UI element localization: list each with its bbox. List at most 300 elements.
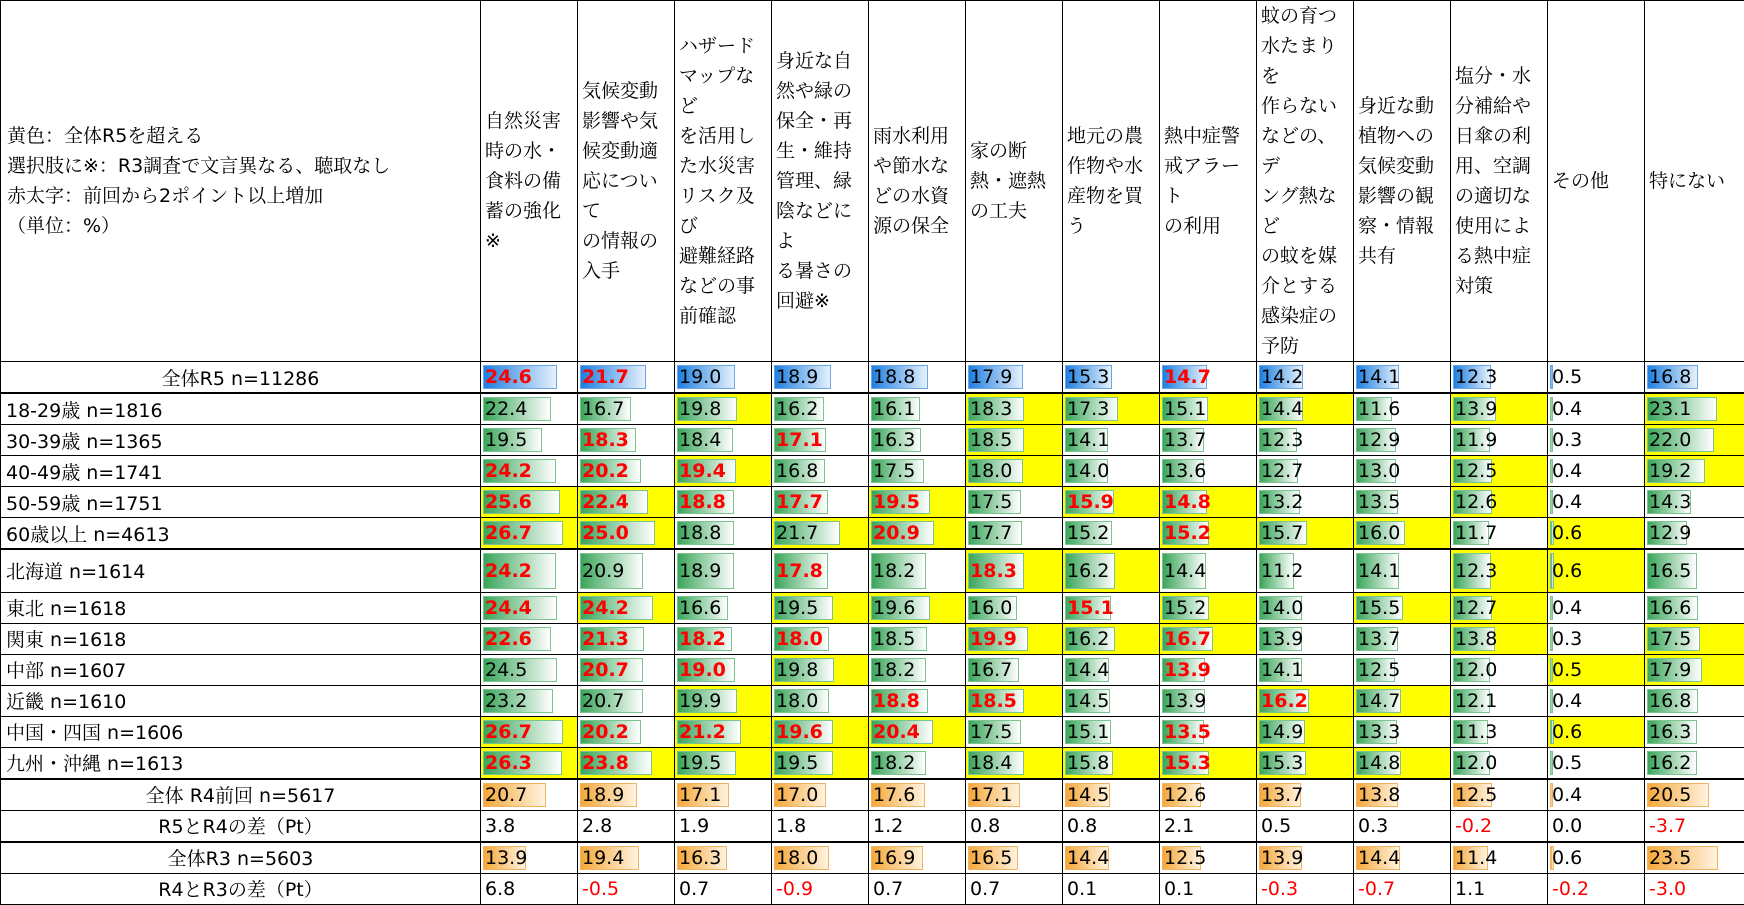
value-text: 18.3 [966,560,1017,582]
column-header-line: 自然災害 [485,106,573,136]
value-text: 18.0 [772,690,818,712]
value-cell [1548,810,1645,842]
value-text: -0.9 [772,878,813,900]
row-label: 18-29歳 n=1816 [1,393,481,425]
column-header-line: る熱中症 [1455,241,1543,271]
value-text: 18.0 [966,460,1012,482]
value-text: 1.2 [869,815,903,837]
value-cell [481,592,578,623]
value-text: 0.3 [1548,429,1582,451]
value-text: 18.0 [772,628,823,650]
column-header [869,1,966,362]
column-header [1548,1,1645,362]
value-text: 16.6 [1645,597,1691,619]
column-header-line: の情報の [582,226,670,256]
value-cell [1257,549,1354,592]
value-cell [772,685,869,716]
value-cell [1354,425,1451,456]
value-cell [1063,716,1160,747]
value-cell [481,747,578,779]
value-text: 24.2 [481,560,532,582]
value-cell [578,549,675,592]
value-cell [966,518,1063,550]
value-text: 13.9 [1451,398,1497,420]
value-cell [772,873,869,904]
row-label: 全体R5 n=11286 [1,362,481,394]
column-header [1451,1,1548,362]
value-text: 0.6 [1548,560,1582,582]
value-cell [772,623,869,654]
value-text: 0.4 [1548,690,1582,712]
value-cell [1548,425,1645,456]
value-cell [1257,810,1354,842]
row-label: 東北 n=1618 [1,592,481,623]
value-cell [481,456,578,487]
value-cell [675,810,772,842]
value-cell [675,487,772,518]
value-text: 20.2 [578,721,629,743]
column-header [966,1,1063,362]
value-cell [1257,654,1354,685]
value-cell [1257,685,1354,716]
value-cell [481,393,578,425]
value-text: 21.7 [772,522,818,544]
column-header-line: 作物や水 [1067,151,1155,181]
value-text: 19.0 [675,659,726,681]
value-cell [675,456,772,487]
value-cell [966,549,1063,592]
value-text: 20.4 [869,721,920,743]
value-cell [1354,623,1451,654]
value-cell [869,518,966,550]
value-text: 13.9 [481,847,527,869]
value-cell [869,779,966,811]
value-text: 16.8 [1645,690,1691,712]
value-text: 19.5 [481,429,527,451]
value-cell [772,810,869,842]
value-cell [1645,779,1744,811]
value-cell [1160,716,1257,747]
value-text: 3.8 [481,815,515,837]
column-header-line: の適切な [1455,181,1543,211]
value-cell [675,654,772,685]
value-text: 14.9 [1257,721,1303,743]
column-header-line: 用、空調 [1455,151,1543,181]
value-text: 17.6 [869,784,915,806]
column-header-line: 生・維持 [776,136,864,166]
value-cell [578,456,675,487]
value-text: 17.1 [772,429,823,451]
column-header-line: 介とする [1261,271,1349,301]
value-text: 15.2 [1063,522,1109,544]
value-text: 0.6 [1548,721,1582,743]
value-text: 12.0 [1451,659,1497,681]
header-row [1,1,1744,362]
value-text: 0.4 [1548,597,1582,619]
value-text: 23.8 [578,752,629,774]
value-text: 18.8 [675,491,726,513]
table-row [1,685,1744,716]
value-cell [966,623,1063,654]
value-cell [1645,592,1744,623]
value-text: 20.2 [578,460,629,482]
value-text: 15.1 [1063,597,1114,619]
value-text: 25.6 [481,491,532,513]
column-header [481,1,578,362]
value-cell [1548,592,1645,623]
table-row [1,362,1744,394]
column-header-line: 食料の備 [485,166,573,196]
value-text: 0.5 [1548,752,1582,774]
value-cell [675,779,772,811]
column-header [578,1,675,362]
value-text: 20.9 [869,522,920,544]
value-text: 18.3 [966,398,1012,420]
column-header-line: 使用によ [1455,211,1543,241]
value-cell [1257,425,1354,456]
value-cell [966,810,1063,842]
value-cell [1354,487,1451,518]
column-header [1645,1,1744,362]
value-text: 12.6 [1160,784,1206,806]
row-label: 関東 n=1618 [1,623,481,654]
value-cell [481,810,578,842]
value-text: 15.5 [1354,597,1400,619]
value-cell [1063,623,1160,654]
table-row [1,549,1744,592]
value-cell [578,842,675,874]
value-text: 2.8 [578,815,612,837]
value-text: 21.3 [578,628,629,650]
value-cell [869,393,966,425]
value-text: 17.7 [772,491,823,513]
value-text: 18.4 [966,752,1012,774]
value-cell [578,747,675,779]
value-cell [1645,685,1744,716]
column-header-line: 時の水・ [485,136,573,166]
value-cell [675,362,772,394]
value-text: 14.8 [1160,491,1211,513]
value-text: 26.7 [481,721,532,743]
value-text: 14.4 [1354,847,1400,869]
value-text: 16.8 [772,460,818,482]
value-text: 0.8 [1063,815,1097,837]
value-cell [1257,623,1354,654]
column-header-line: 蚊の育つ [1261,1,1349,31]
value-cell [1354,716,1451,747]
value-cell [1548,654,1645,685]
value-text: 16.0 [1354,522,1400,544]
value-cell [869,685,966,716]
value-text: 15.2 [1160,522,1211,544]
value-cell [1160,779,1257,811]
column-header-line: ング熱など [1261,181,1349,241]
value-cell [578,873,675,904]
value-text: 19.6 [869,597,915,619]
row-label: 全体 R4前回 n=5617 [1,779,481,811]
value-cell [1354,779,1451,811]
column-header-line: 前確認 [679,301,767,331]
table-row [1,873,1744,904]
value-cell [1645,810,1744,842]
column-header-line: 塩分・水 [1455,61,1543,91]
value-text: 15.3 [1063,366,1109,388]
value-text: 0.6 [1548,847,1582,869]
value-cell [675,393,772,425]
value-cell [1160,487,1257,518]
column-header-line: 気候変動 [1358,151,1446,181]
column-header-line: 然や緑の [776,76,864,106]
column-header-line: 戒アラート [1164,151,1252,211]
value-text: 0.4 [1548,398,1582,420]
value-text: 25.0 [578,522,629,544]
column-header-line: 水たまりを [1261,31,1349,91]
value-text: 0.7 [869,878,903,900]
value-cell [869,873,966,904]
value-text: 23.2 [481,690,527,712]
value-text: -3.7 [1645,815,1686,837]
column-header-line: 日傘の利 [1455,121,1543,151]
value-text: 17.9 [1645,659,1691,681]
value-cell [1548,747,1645,779]
table-row [1,487,1744,518]
value-text: 21.2 [675,721,726,743]
value-cell [675,873,772,904]
value-cell [966,685,1063,716]
value-cell [869,716,966,747]
value-text: 22.4 [481,398,527,420]
value-text: 19.5 [772,597,818,619]
column-header-line: 熱・遮熱 [970,166,1058,196]
value-cell [966,592,1063,623]
value-cell [1451,810,1548,842]
value-cell [869,425,966,456]
value-text: 23.5 [1645,847,1691,869]
value-text: 11.3 [1451,721,1497,743]
column-header-line: 予防 [1261,331,1349,361]
value-text: 1.8 [772,815,806,837]
value-text: 1.1 [1451,878,1485,900]
value-cell [1354,362,1451,394]
value-text: 16.2 [772,398,818,420]
value-text: 18.2 [869,752,915,774]
value-cell [772,518,869,550]
value-text: 12.6 [1451,491,1497,513]
value-cell [1160,842,1257,874]
table-row [1,518,1744,550]
value-text: 16.2 [1645,752,1691,774]
value-cell [1063,779,1160,811]
value-text: 6.8 [481,878,515,900]
value-cell [1451,487,1548,518]
value-cell [1354,518,1451,550]
column-header-line: 気候変動 [582,76,670,106]
row-label: 60歳以上 n=4613 [1,518,481,550]
value-cell [1063,747,1160,779]
value-text: 15.2 [1160,597,1206,619]
value-text: 0.8 [966,815,1000,837]
value-cell [675,592,772,623]
column-header-line: を活用し [679,121,767,151]
value-cell [1645,654,1744,685]
column-header-line: 身近な動 [1358,91,1446,121]
column-header-line: 家の断 [970,136,1058,166]
value-cell [1063,487,1160,518]
value-text: 15.7 [1257,522,1303,544]
value-cell [481,425,578,456]
column-header-line: 地元の農 [1067,121,1155,151]
column-header-line: 蓄の強化 [485,196,573,226]
value-text: 13.9 [1160,659,1211,681]
value-text: 12.3 [1451,560,1497,582]
column-header-line: 感染症の [1261,301,1349,331]
value-cell [772,592,869,623]
value-cell [481,873,578,904]
value-cell [1451,779,1548,811]
value-text: 18.9 [772,366,818,388]
value-text: 21.7 [578,366,629,388]
value-cell [966,747,1063,779]
value-cell [1257,518,1354,550]
row-label: 50-59歳 n=1751 [1,487,481,518]
column-header-line: 候変動適 [582,136,670,166]
value-text: 17.3 [1063,398,1109,420]
value-text: -0.3 [1257,878,1298,900]
value-text: 14.0 [1257,597,1303,619]
value-text: 24.2 [578,597,629,619]
value-text: 13.3 [1354,721,1400,743]
table-body [1,362,1744,905]
value-cell [772,842,869,874]
value-text: 19.2 [1645,460,1691,482]
value-text: 24.4 [481,597,532,619]
value-text: 15.3 [1160,752,1211,774]
value-text: 11.7 [1451,522,1497,544]
value-text: 13.7 [1354,628,1400,650]
column-header-line: の利用 [1164,211,1252,241]
value-cell [1548,779,1645,811]
table-row [1,456,1744,487]
value-text: 18.4 [675,429,721,451]
value-cell [1451,716,1548,747]
column-header [1257,1,1354,362]
value-text: 13.5 [1160,721,1211,743]
value-text: 17.8 [772,560,823,582]
column-header [772,1,869,362]
column-header-line: 保全・再 [776,106,864,136]
value-cell [869,592,966,623]
value-text: 18.5 [966,690,1017,712]
value-text: 20.7 [481,784,527,806]
value-cell [1451,623,1548,654]
value-text: 18.2 [869,560,915,582]
table-row [1,842,1744,874]
column-header-line: 分補給や [1455,91,1543,121]
table-row [1,779,1744,811]
value-text: 12.3 [1451,366,1497,388]
value-cell [481,362,578,394]
value-cell [675,747,772,779]
value-cell [1160,456,1257,487]
value-text: 18.2 [675,628,726,650]
value-text: 13.9 [1160,690,1206,712]
value-text: 19.9 [675,690,721,712]
value-text: 16.3 [1645,721,1691,743]
value-cell [1645,393,1744,425]
value-text: 19.6 [772,721,823,743]
column-header-line: 影響や気 [582,106,670,136]
value-text: 12.3 [1257,429,1303,451]
value-text: 14.5 [1063,784,1109,806]
value-text: 0.5 [1548,659,1582,681]
value-text: 14.4 [1063,847,1109,869]
value-text: 18.5 [966,429,1012,451]
value-text: 12.5 [1160,847,1206,869]
value-cell [481,623,578,654]
value-text: 19.5 [869,491,920,513]
column-header [1354,1,1451,362]
value-cell [578,623,675,654]
value-cell [1354,747,1451,779]
value-text: 12.5 [1451,460,1497,482]
value-cell [481,716,578,747]
value-cell [675,623,772,654]
column-header-line: などの事 [679,271,767,301]
value-cell [481,487,578,518]
value-cell [1451,747,1548,779]
value-text: 13.8 [1354,784,1400,806]
value-text: 14.7 [1354,690,1400,712]
value-text: 13.2 [1257,491,1303,513]
value-text: 11.6 [1354,398,1400,420]
value-cell [1354,393,1451,425]
value-text: 14.5 [1063,690,1109,712]
value-text: 13.9 [1257,847,1303,869]
column-header-line: や節水な [873,151,961,181]
value-cell [1354,456,1451,487]
value-cell [481,518,578,550]
value-text: 13.9 [1257,628,1303,650]
row-label: 中部 n=1607 [1,654,481,685]
value-cell [1645,549,1744,592]
value-cell [481,779,578,811]
value-cell [1063,456,1160,487]
value-text: 11.4 [1451,847,1497,869]
value-text: 19.4 [675,460,726,482]
value-cell [869,362,966,394]
value-text: 16.9 [869,847,915,869]
value-cell [1063,842,1160,874]
value-text: 16.7 [966,659,1012,681]
value-text: 13.6 [1160,460,1206,482]
value-cell [1548,393,1645,425]
row-label: 北海道 n=1614 [1,549,481,592]
value-cell [772,393,869,425]
column-header-line: 避難経路 [679,241,767,271]
legend-yellow-note: 黄色：全体R5を超える [7,121,476,151]
value-text: 1.9 [675,815,709,837]
table-row [1,393,1744,425]
value-cell [1548,518,1645,550]
value-cell [1257,456,1354,487]
value-cell [578,654,675,685]
value-cell [1160,747,1257,779]
value-cell [1354,654,1451,685]
value-text: 16.7 [1160,628,1211,650]
value-cell [1451,549,1548,592]
value-cell [1063,873,1160,904]
value-cell [1160,810,1257,842]
